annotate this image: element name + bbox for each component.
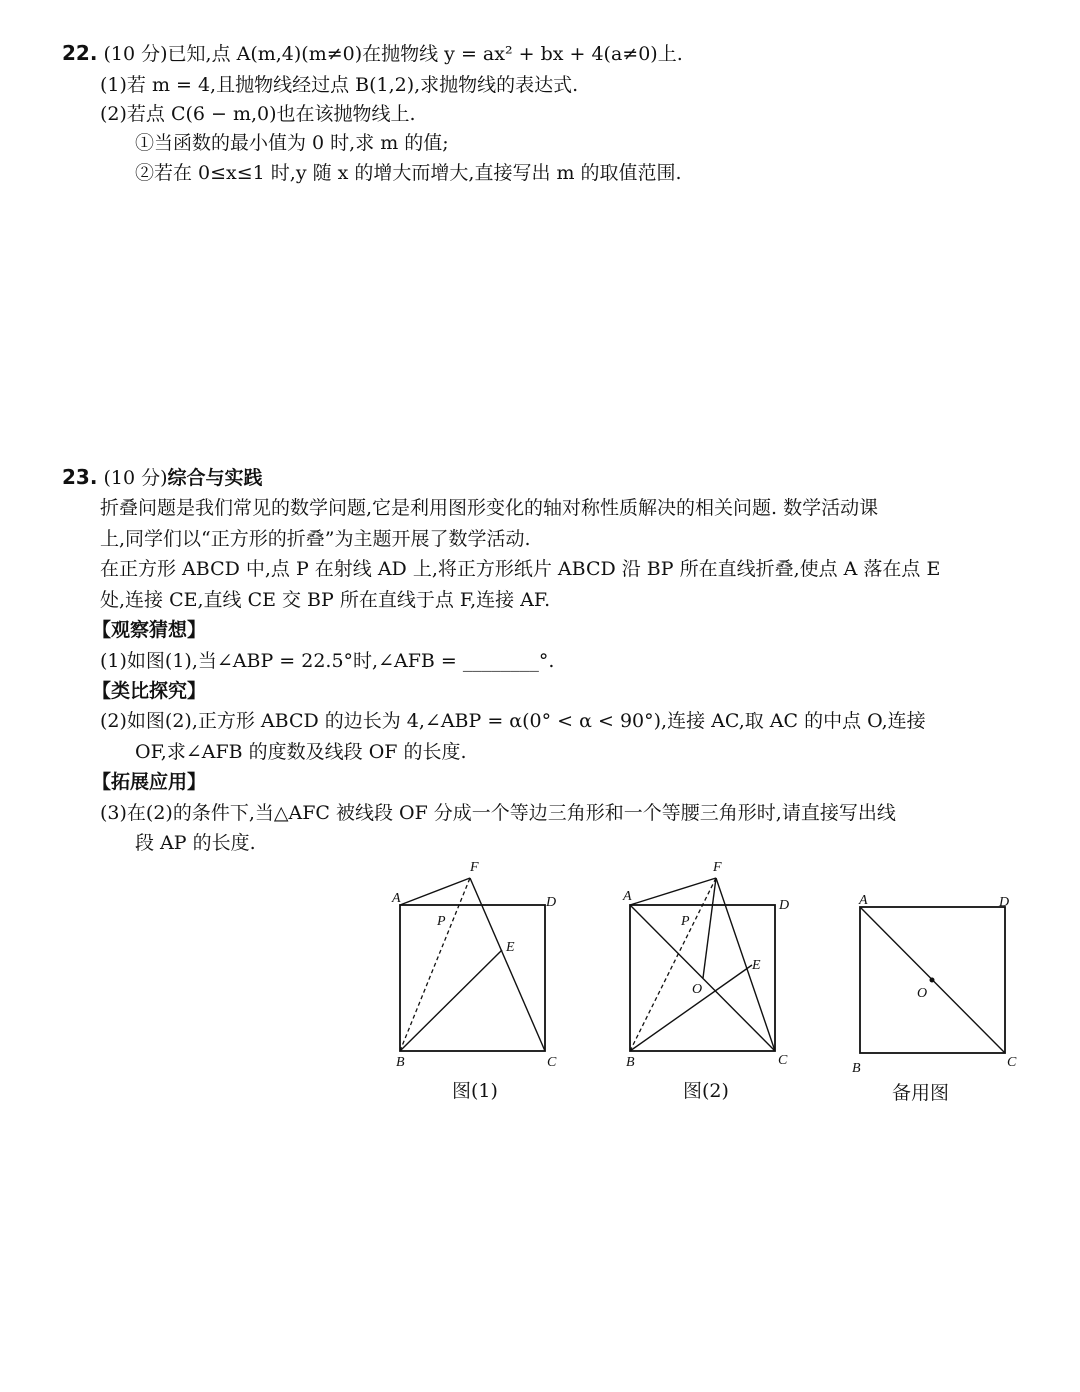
- fig3-label-c: C: [1007, 1055, 1017, 1070]
- figure-1: [385, 855, 570, 1075]
- q23-intro-1: 折叠问题是我们常见的数学问题,它是利用图形变化的轴对称性质解决的相关问题. 数学活动课: [100, 497, 879, 519]
- fig2-segment-af: [630, 878, 716, 905]
- fig1-segment-af: [400, 878, 470, 905]
- q23-intro-4: 处,连接 CE,直线 CE 交 BP 所在直线于点 F,连接 AF.: [100, 589, 551, 611]
- fig1-label-b: B: [396, 1055, 405, 1070]
- q23-part2-line2: OF,求∠AFB 的度数及线段 OF 的长度.: [135, 741, 467, 763]
- fig1-label-a: A: [392, 891, 401, 906]
- fig2-diagonal-ac: [630, 905, 775, 1051]
- q23-section-extend: 【拓展应用】: [92, 771, 207, 793]
- figure-spare: [845, 885, 1025, 1075]
- q23-score: (10 分): [103, 467, 168, 489]
- fig1-label-c: C: [547, 1055, 557, 1070]
- q23-intro-3: 在正方形 ABCD 中,点 P 在射线 AD 上,将正方形纸片 ABCD 沿 BP 所在直线折叠,使点 A 落在点 E: [100, 558, 941, 580]
- fig3-point-o: [930, 978, 935, 983]
- fig3-label-d: D: [999, 895, 1010, 910]
- fig3-label-a: A: [859, 893, 868, 908]
- fig2-label-d: D: [779, 898, 790, 913]
- fig2-segment-of: [703, 878, 716, 978]
- fig2-label-p: P: [681, 914, 690, 929]
- q22-number: 22.: [62, 41, 98, 65]
- q22-part1: (1)若 m = 4,且抛物线经过点 B(1,2),求抛物线的表达式.: [100, 74, 579, 96]
- fig1-label-e: E: [506, 940, 515, 955]
- q23-part2-line1: (2)如图(2),正方形 ABCD 的边长为 4,∠ABP = α(0° < α < 90°),连接 AC,取 AC 的中点 O,连接: [100, 710, 926, 732]
- q22-stem-line: [62, 40, 683, 67]
- fig2-segment-bf: [630, 878, 716, 1051]
- fig2-segment-be: [630, 965, 752, 1051]
- fig2-label-o: O: [692, 982, 703, 997]
- q23-part3-line2: 段 AP 的长度.: [135, 832, 256, 854]
- fig1-label-p: P: [437, 914, 446, 929]
- q23-section-analogy: 【类比探究】: [92, 680, 207, 702]
- q23-part3-line1: (3)在(2)的条件下,当△AFC 被线段 OF 分成一个等边三角形和一个等腰三角形时,请直接写出线: [100, 802, 896, 824]
- q23-section-observe: 【观察猜想】: [92, 619, 207, 641]
- fig1-label-d: D: [546, 895, 557, 910]
- figure-2: [615, 855, 800, 1075]
- fig1-segment-be: [400, 950, 502, 1051]
- fig1-segment-bf: [400, 878, 470, 1051]
- fig2-label-f: F: [713, 860, 722, 875]
- fig1-label-f: F: [470, 860, 479, 875]
- q23-number: 23.: [62, 465, 98, 489]
- fig3-label-b: B: [852, 1061, 861, 1075]
- fig2-label-a: A: [623, 889, 632, 904]
- fig2-segment-fc: [716, 878, 775, 1051]
- q23-title: 综合与实践: [167, 467, 263, 489]
- q22-part2-b: ②若在 0≤x≤1 时,y 随 x 的增大而增大,直接写出 m 的取值范围.: [135, 162, 682, 184]
- q22-part2: (2)若点 C(6 − m,0)也在该抛物线上.: [100, 103, 416, 125]
- q23-part1: (1)如图(1),当∠ABP = 22.5°时,∠AFB = ________°.: [100, 650, 555, 672]
- fig3-caption: 备用图: [892, 1082, 950, 1104]
- fig2-label-e: E: [752, 958, 761, 973]
- fig2-label-b: B: [626, 1055, 635, 1070]
- q22-stem: (10 分)已知,点 A(m,4)(m≠0)在抛物线 y = ax² + bx + 4(a≠0)上.: [103, 43, 683, 65]
- q23-header: [62, 464, 263, 491]
- fig1-caption: 图(1): [452, 1080, 498, 1102]
- fig2-label-c: C: [778, 1053, 788, 1068]
- fig1-segment-fc: [470, 878, 545, 1051]
- q22-part2-a: ①当函数的最小值为 0 时,求 m 的值;: [135, 132, 449, 154]
- fig2-caption: 图(2): [683, 1080, 729, 1102]
- fig3-label-o: O: [917, 986, 928, 1001]
- q23-intro-2: 上,同学们以“正方形的折叠”为主题开展了数学活动.: [100, 528, 531, 550]
